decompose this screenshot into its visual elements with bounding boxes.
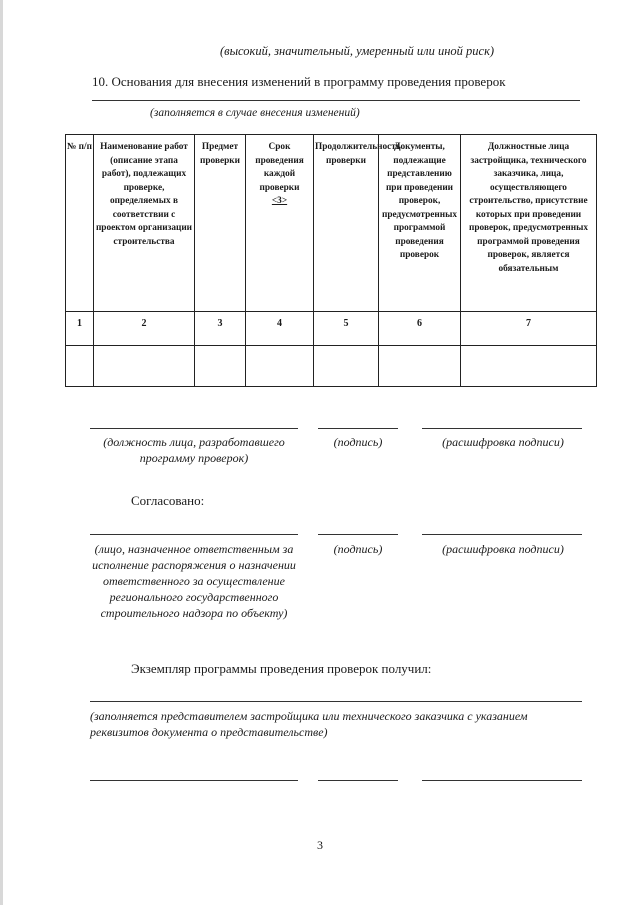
bottom-signature-line: [318, 780, 398, 781]
risk-level-note: (высокий, значительный, умеренный или иной риск): [220, 44, 495, 58]
bottom-decryption-line: [422, 780, 582, 781]
header-term-text: Срок проведения каждой проверки: [255, 142, 304, 193]
header-work-name: Наименование работ (описание этапа работ), подлежащих проверке, определяемых в соответствии с проектом организации строительства: [94, 135, 195, 312]
header-documents: Документы, подлежащие представлению при проведении проверок, предусмотренных программой проведения проверок: [379, 135, 461, 312]
header-number: № п/п: [66, 135, 94, 312]
signature2-position-caption: (лицо, назначенное ответственным за исполнение распоряжения о назначении ответственного за осуществление регионального государственного строительного надзора по объекту): [92, 542, 296, 620]
table-cell[interactable]: [94, 346, 195, 387]
table-cell[interactable]: [246, 346, 314, 387]
bottom-position-line: [90, 780, 298, 781]
column-number: 3: [195, 312, 246, 346]
table-cell[interactable]: [66, 346, 94, 387]
page-number: 3: [317, 838, 323, 852]
header-officials: Должностные лица застройщика, технического заказчика, лица, осуществляющего строительство, присутствие которых при проведении проверок, предусмотренных программой проведения проверок, является обязательным: [461, 135, 597, 312]
table-cell[interactable]: [379, 346, 461, 387]
table-number-row: [66, 312, 597, 346]
signature1-signature-caption: (подпись): [333, 435, 383, 449]
footnote-ref: <3>: [271, 196, 288, 206]
column-number: 5: [314, 312, 379, 346]
section-10-fill-note: (заполняется в случае внесения изменений): [150, 107, 360, 119]
received-label: Экземпляр программы проведения проверок получил:: [131, 661, 432, 676]
section-10-line: [92, 100, 580, 101]
signature2-signature-line: [318, 534, 398, 535]
column-number: 2: [94, 312, 195, 346]
signature1-position-caption: (должность лица, разработавшего программу проверок): [103, 435, 285, 465]
signature1-position-line: [90, 428, 298, 429]
header-subject: Предмет проверки: [195, 135, 246, 312]
inspection-program-table: [65, 134, 597, 387]
representative-note: (заполняется представителем застройщика или технического заказчика с указанием реквизитов документа о представительстве): [90, 709, 528, 739]
representative-line: [90, 701, 582, 702]
section-10-title: 10. Основания для внесения изменений в программу проведения проверок: [92, 74, 506, 89]
table-header-row: [66, 135, 597, 312]
column-number: 1: [66, 312, 94, 346]
table-empty-row: [66, 346, 597, 387]
column-number: 4: [246, 312, 314, 346]
signature1-decryption-caption: (расшифровка подписи): [442, 435, 564, 449]
signature2-position-line: [90, 534, 298, 535]
table-cell[interactable]: [461, 346, 597, 387]
signature1-decryption-line: [422, 428, 582, 429]
signature2-signature-caption: (подпись): [333, 542, 383, 556]
header-term: [246, 135, 314, 312]
column-number: 6: [379, 312, 461, 346]
agreed-label: Согласовано:: [131, 493, 205, 508]
signature2-decryption-line: [422, 534, 582, 535]
header-duration: Продолжительность проверки: [314, 135, 379, 312]
signature2-decryption-caption: (расшифровка подписи): [442, 542, 564, 556]
table-cell[interactable]: [314, 346, 379, 387]
column-number: 7: [461, 312, 597, 346]
signature1-signature-line: [318, 428, 398, 429]
table-cell[interactable]: [195, 346, 246, 387]
scan-edge: [0, 0, 3, 905]
